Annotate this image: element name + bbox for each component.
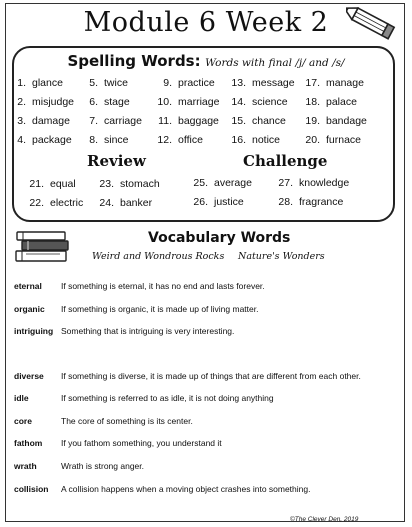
spelling-word — [226, 115, 286, 127]
word-text: baggage — [178, 115, 219, 127]
vocabulary-term: intriguing — [14, 326, 54, 336]
page-title: Module 6 Week 2 — [83, 7, 329, 38]
word-text: manage — [326, 77, 364, 89]
word-text: banker — [120, 197, 153, 209]
word-number: 6. — [89, 96, 98, 108]
spelling-word — [188, 177, 252, 189]
vocabulary-term: wrath — [14, 461, 37, 471]
word-text: message — [252, 77, 295, 89]
word-text: knowledge — [299, 177, 350, 189]
vocabulary-heading: Vocabulary Words — [148, 230, 291, 246]
vocabulary-entry — [14, 416, 193, 426]
word-number: 1. — [17, 77, 26, 89]
vocabulary-story-left: Weird and Wondrous Rocks — [92, 251, 225, 262]
word-text: package — [32, 134, 72, 146]
vocabulary-entry — [14, 371, 361, 381]
vocabulary-definition: If you fathom something, you understand it — [61, 438, 222, 448]
copyright-footer: ©The Clever Den, 2019 — [290, 516, 359, 523]
vocabulary-entry — [14, 484, 310, 494]
spelling-word — [226, 134, 280, 146]
word-text: misjudge — [32, 96, 75, 108]
vocabulary-definition: If something is organic, it is made up of living matter. — [61, 304, 259, 314]
vocabulary-entry — [14, 461, 144, 471]
word-text: damage — [32, 115, 70, 127]
spelling-word — [78, 115, 142, 127]
vocabulary-term: fathom — [14, 438, 43, 448]
word-number: 15. — [231, 115, 246, 127]
word-number: 24. — [99, 197, 114, 209]
spelling-word — [94, 197, 152, 209]
spelling-word — [226, 96, 288, 108]
word-text: justice — [214, 196, 244, 208]
vocabulary-definition: Something that is intriguing is very interesting. — [61, 326, 235, 336]
word-number: 10. — [157, 96, 172, 108]
word-number: 21. — [29, 178, 44, 190]
word-text: electric — [50, 197, 84, 209]
vocabulary-term: core — [14, 416, 32, 426]
spelling-word — [273, 177, 349, 189]
word-number: 12. — [157, 134, 172, 146]
spelling-word — [6, 115, 70, 127]
spelling-word — [152, 115, 219, 127]
word-number: 14. — [231, 96, 246, 108]
spelling-word — [152, 134, 203, 146]
pencil-icon — [346, 3, 404, 47]
vocabulary-term: collision — [14, 484, 49, 494]
word-text: since — [104, 134, 129, 146]
spelling-word — [273, 196, 343, 208]
vocabulary-entry — [14, 393, 274, 403]
books-icon — [14, 230, 72, 264]
vocabulary-entry — [14, 438, 222, 448]
vocabulary-term: eternal — [14, 281, 42, 291]
word-text: stomach — [120, 178, 160, 190]
word-number: 2. — [17, 96, 26, 108]
word-text: marriage — [178, 96, 220, 108]
word-number: 22. — [29, 197, 44, 209]
word-text: average — [214, 177, 252, 189]
word-number: 26. — [193, 196, 208, 208]
spelling-subheading: Words with final /j/ and /s/ — [205, 57, 345, 69]
word-text: fragrance — [299, 196, 344, 208]
spelling-word — [152, 77, 215, 89]
spelling-word — [6, 77, 63, 89]
word-text: twice — [104, 77, 128, 89]
vocabulary-definition: Wrath is strong anger. — [61, 461, 144, 471]
spelling-word — [78, 134, 129, 146]
word-number: 5. — [89, 77, 98, 89]
word-number: 25. — [193, 177, 208, 189]
spelling-word — [226, 77, 295, 89]
word-number: 7. — [89, 115, 98, 127]
spelling-word — [78, 96, 130, 108]
spelling-word — [94, 178, 160, 190]
spelling-word — [24, 178, 76, 190]
spelling-word — [188, 196, 244, 208]
word-number: 9. — [163, 77, 172, 89]
word-number: 11. — [158, 115, 172, 127]
vocabulary-definition: The core of something is its center. — [61, 416, 193, 426]
vocabulary-entry — [14, 326, 234, 336]
spelling-heading — [0, 52, 412, 71]
spelling-heading-label: Spelling Words: — [67, 52, 201, 70]
vocabulary-term: idle — [14, 393, 29, 403]
vocabulary-entry — [14, 304, 258, 314]
spelling-word — [300, 115, 367, 127]
spelling-word — [6, 96, 74, 108]
spelling-word — [300, 134, 361, 146]
word-text: palace — [326, 96, 357, 108]
word-text: chance — [252, 115, 286, 127]
spelling-word — [6, 134, 72, 146]
word-text: science — [252, 96, 288, 108]
word-number: 13. — [231, 77, 246, 89]
word-number: 23. — [99, 178, 114, 190]
spelling-word — [300, 96, 357, 108]
spelling-word — [152, 96, 219, 108]
vocabulary-definition: A collision happens when a moving object crashes into something. — [61, 484, 311, 494]
word-number: 16. — [231, 134, 246, 146]
word-text: equal — [50, 178, 76, 190]
word-number: 28. — [278, 196, 293, 208]
vocabulary-story-right: Nature's Wonders — [238, 251, 325, 262]
vocabulary-definition: If something is referred to as idle, it is not doing anything — [61, 393, 274, 403]
word-number: 8. — [89, 134, 98, 146]
spelling-word — [78, 77, 128, 89]
word-text: bandage — [326, 115, 367, 127]
word-text: office — [178, 134, 203, 146]
word-number: 20. — [305, 134, 320, 146]
vocabulary-term: organic — [14, 304, 45, 314]
word-number: 18. — [305, 96, 320, 108]
spelling-word — [300, 77, 364, 89]
spelling-word — [24, 197, 83, 209]
word-text: carriage — [104, 115, 142, 127]
challenge-heading: Challenge — [243, 152, 328, 170]
word-text: glance — [32, 77, 63, 89]
vocabulary-term: diverse — [14, 371, 44, 381]
vocabulary-entry — [14, 281, 265, 291]
word-number: 3. — [17, 115, 26, 127]
review-heading: Review — [87, 152, 146, 170]
word-text: notice — [252, 134, 281, 146]
vocabulary-definition: If something is eternal, it has no end and lasts forever. — [61, 281, 265, 291]
vocabulary-definition: If something is diverse, it is made up of things that are different from each other. — [61, 371, 361, 381]
word-number: 19. — [305, 115, 320, 127]
word-number: 4. — [17, 134, 26, 146]
word-text: stage — [104, 96, 130, 108]
word-number: 27. — [278, 177, 293, 189]
word-number: 17. — [305, 77, 320, 89]
word-text: practice — [178, 77, 215, 89]
word-text: furnace — [326, 134, 362, 146]
